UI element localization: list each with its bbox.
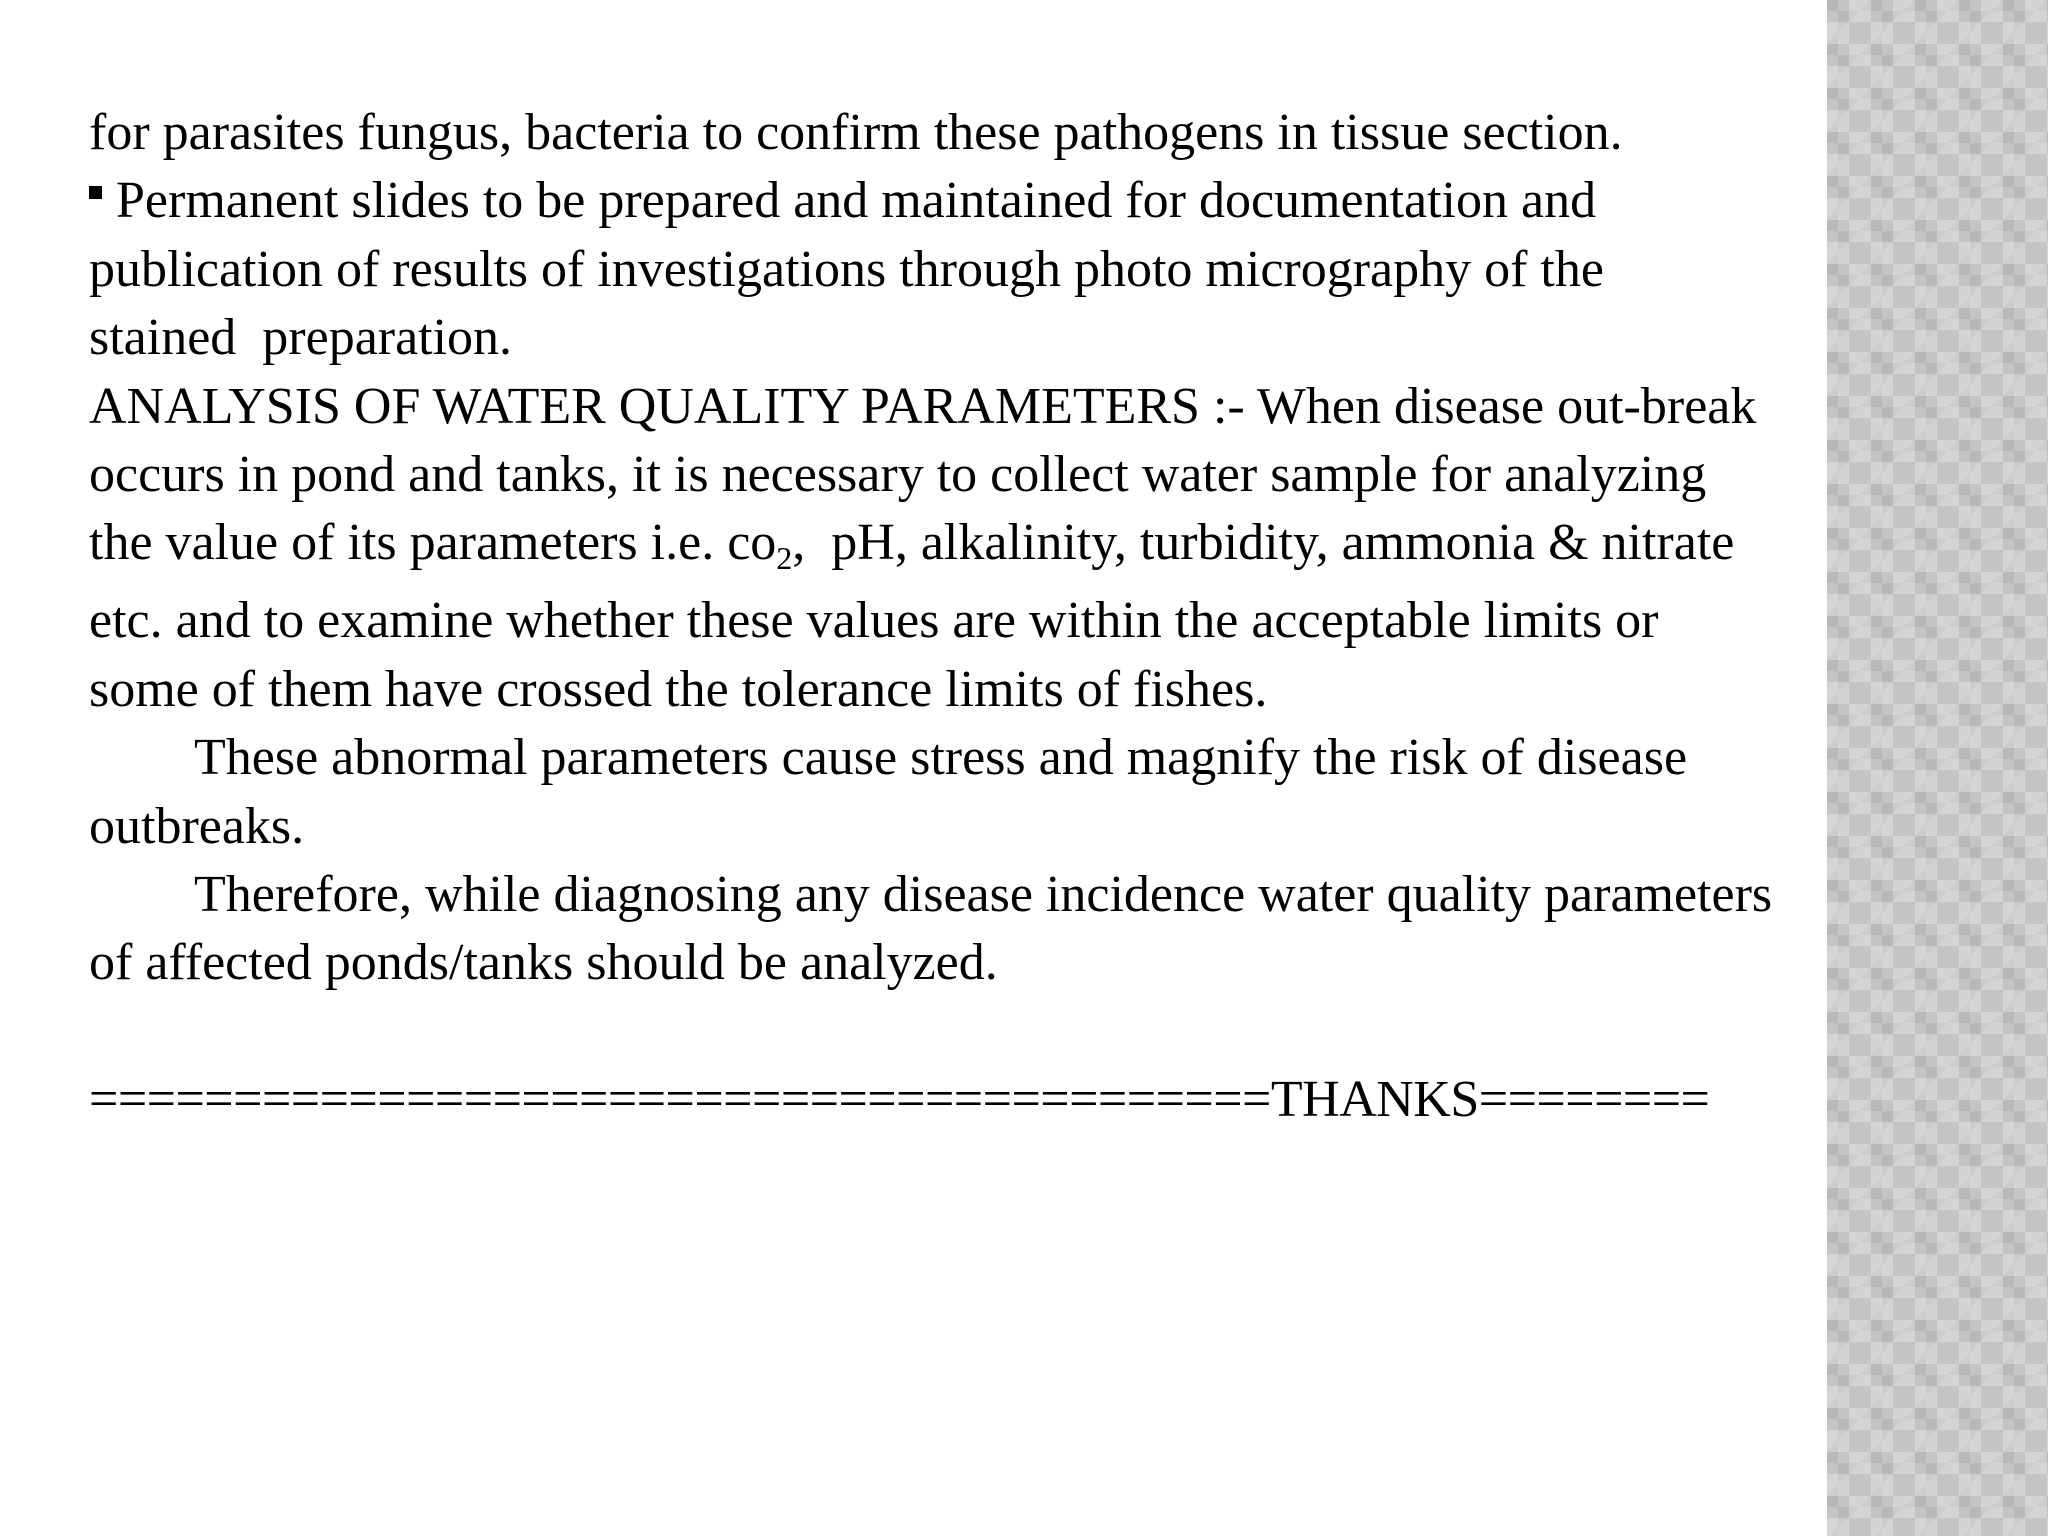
text-line: outbreaks. [89, 797, 305, 855]
bullet-item [89, 167, 1969, 235]
subscript: 2 [776, 540, 793, 577]
indented-paragraph-line: These abnormal parameters cause stress and magnify the risk of disease [194, 729, 1688, 787]
section-heading-line: ANALYSIS OF WATER QUALITY PARAMETERS :- When disease out-break [89, 377, 1757, 435]
thanks-line: =========================================THANKS======== [89, 1071, 1710, 1129]
square-bullet-icon [89, 186, 102, 199]
text-line: stained preparation. [89, 309, 513, 367]
text-line: etc. and to examine whether these values are within the acceptable limits or [89, 592, 1659, 650]
indented-paragraph-line: Therefore, while diagnosing any disease incidence water quality parameters [194, 865, 1773, 923]
text-fragment: the value of its parameters i.e. co [89, 514, 777, 572]
text-line: for parasites fungus, bacteria to confirm these pathogens in tissue section. [89, 104, 1623, 161]
text-line: of affected ponds/tanks should be analyzed. [89, 934, 998, 992]
text-line: publication of results of investigations through photo micrography of the [89, 240, 1604, 298]
spacer [89, 998, 1969, 1066]
text-line-with-subscript [89, 509, 1969, 587]
text-fragment: , pH, alkalinity, turbidity, ammonia & nitrate [792, 514, 1735, 572]
text-line: some of them have crossed the tolerance limits of fishes. [89, 660, 1268, 718]
slide-body [89, 99, 1969, 1134]
bullet-text: Permanent slides to be prepared and maintained for documentation and [116, 172, 1597, 230]
text-line: occurs in pond and tanks, it is necessary to collect water sample for analyzing [89, 445, 1707, 503]
